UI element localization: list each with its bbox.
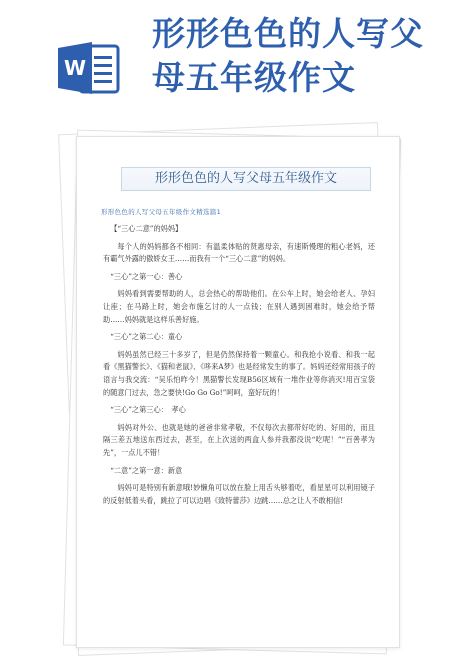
- document-body: [103, 223, 375, 512]
- header-title: 形形色色的人写父母五年级作文: [152, 14, 424, 97]
- body-paragraph: 妈妈可是特别有新意哦!妙懒角可以放在脸上用舌头够着吃，看星星可以利用镜子的反射低着头看，跳拉了可以边唱《致特蕾莎》边跳……总之让人不敢相信!: [103, 483, 375, 505]
- body-paragraph: 妈妈看到需要帮助的人，总会热心的帮助他们。在公车上时，她会给老人、孕妇让座；在马路上时，她会布施乞讨的人一点钱；在别人遇到困难时，她会给予帮助……妈妈就是这样乐善好施。: [103, 289, 375, 324]
- body-paragraph: 妈妈对外公、也就是她的爸爸非常孝敬，不仅每次去都带好吃的、好用的，而且隔三差五地送东西过去，甚至，在上次送的两盒人参并我都没说“吃呢！”“百善孝为先”，一点儿不错！: [103, 422, 375, 457]
- document-title: 形形色色的人写父母五年级作文: [154, 171, 337, 186]
- svg-text:W: W: [63, 56, 87, 80]
- section-heading: “三心”之第二心：童心: [110, 332, 183, 342]
- section-heading: “三心”之第三心： 孝心: [110, 405, 186, 415]
- section-heading: “三心”之第一心：善心: [110, 271, 183, 281]
- document-subtitle: 形形色色的人写父母五年级作文精选篇1: [101, 208, 222, 216]
- document-title-box: [121, 167, 371, 191]
- section-heading: 【“三心二意”的妈妈】: [110, 224, 183, 233]
- body-paragraph: 妈妈虽然已经三十多岁了，但是仍然保持着一颗童心。和我抢小说看、和我一起看《黑猫警长》、《猫和老鼠》、《哆来A梦》也是经常发生的事了。妈妈还经常用孩子的语言与我交流：“吴乐怕昨今！黑猫警长发现B56区域有一堆作业等你消灭!用百宝袋的随意门过去，急之要快!Go Go Go!”呵呵，蛮好玩的！: [103, 349, 375, 397]
- header-banner: [0, 0, 474, 118]
- section-heading: “二意”之第一意：新意: [110, 465, 183, 475]
- word-document-icon: [58, 40, 120, 96]
- body-paragraph: 每个人的妈妈都各不相同：有温柔体贴的贤惠母亲，有速斯慢理的粗心老妈，还有霸气外露的傲娇女王……而我有一个“三心二意”的妈妈。: [103, 241, 375, 264]
- document-page: [76, 136, 400, 648]
